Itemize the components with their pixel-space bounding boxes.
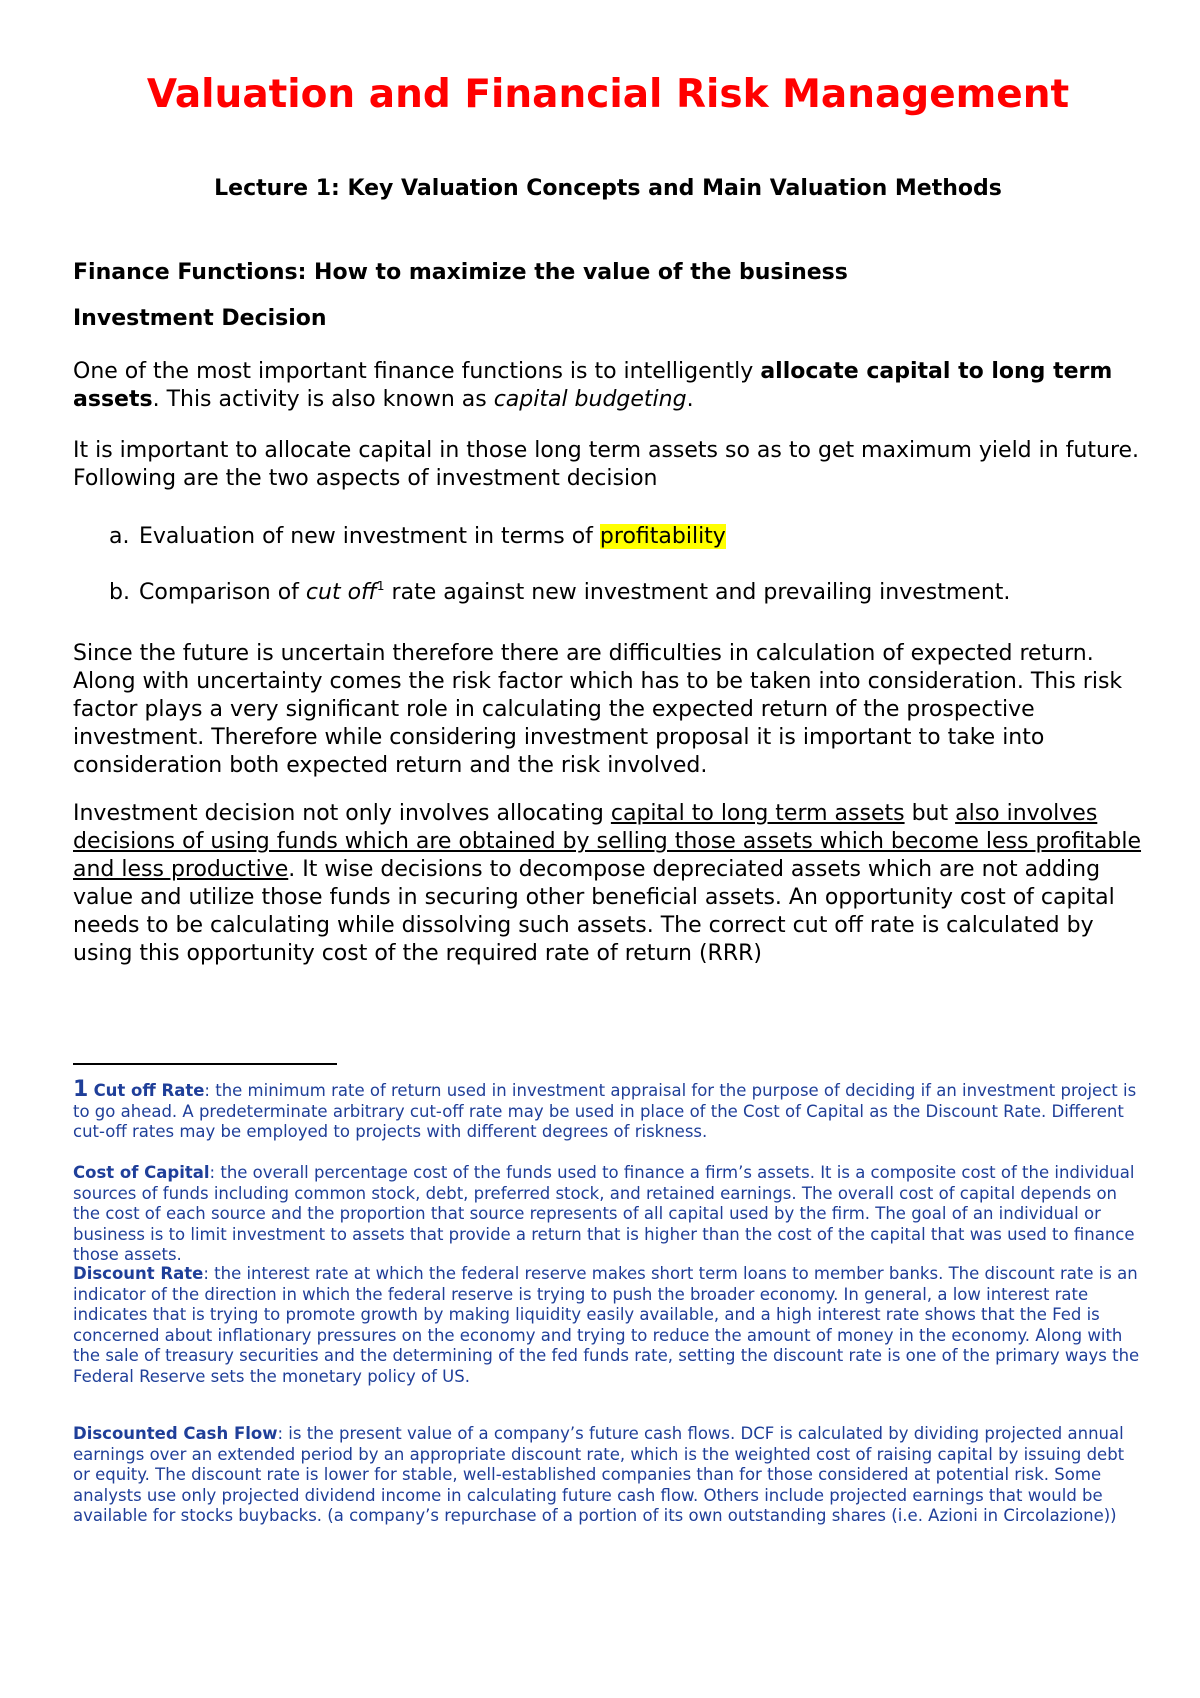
subsection-heading: Investment Decision bbox=[73, 306, 327, 331]
section-heading: Finance Functions: How to maximize the value of the business bbox=[73, 260, 848, 285]
footnote-term: Discount Rate bbox=[73, 1264, 204, 1283]
paragraph-uncertainty: Since the future is uncertain therefore there are difficulties in calculation of expected return. Along with uncertainty comes the risk factor which has to be taken into consideration. This risk factor plays a very significant role in calculating the expected return of the prospective investment. Therefore while considering investment proposal it is important to take into consideration both expected return and the risk involved. bbox=[73, 641, 1123, 778]
underlined-phrase: also involves decisions of using funds which are obtained by selling those assets which become less profitable and less productive bbox=[73, 801, 1142, 882]
italic-term: cut off bbox=[305, 580, 377, 605]
lecture-subtitle: Lecture 1: Key Valuation Concepts and Main Valuation Methods bbox=[214, 176, 1002, 201]
italic-term: capital budgeting bbox=[493, 387, 687, 412]
footnote-term: Cut off Rate bbox=[93, 1081, 205, 1100]
list-marker: b. bbox=[109, 580, 130, 605]
paragraph-investment-aspects: It is important to allocate capital in those long term assets so as to get maximum yield in future. Following are the two aspects of investment decision bbox=[73, 438, 1140, 491]
highlighted-word: profitability bbox=[599, 524, 726, 549]
footnote-cost-of-capital: Cost of Capital: the overall percentage cost of the funds used to finance a firm’s assets. It is a composite cost of the individual sources of funds including common stock, debt, preferred stock, and retained earnings. The overall cost of capital depends on the cost of each source and the proportion that source represents of all capital used by the firm. The goal of an individual or business is to limit investment to assets that provide a return that is higher than the cost of the capital that was used to finance those assets. bbox=[73, 1163, 1135, 1264]
footnote-discounted-cash-flow: Discounted Cash Flow: is the present value of a company’s future cash flows. DCF is calculated by dividing projected annual earnings over an extended period by an appropriate discount rate, which is the weighted cost of raising capital by issuing debt or equity. The discount rate is lower for stable, well-established companies than for those considered at potential risk. Some analysts use only projected dividend income in calculating future cash flow. Others include projected earnings that would be available for stocks buybacks. (a company’s repurchase of a portion of its own outstanding shares (i.e. Azioni in Circolazione)) bbox=[73, 1424, 1125, 1525]
paragraph-investment-decision: Investment decision not only involves allocating capital to long term assets but also involves decisions of using funds which are obtained by selling those assets which become less profitable and less productive. It wise decisions to decompose depreciated assets which are not adding value and utilize those funds in securing other beneficial assets. An opportunity cost of capital needs to be calculating while dissolving such assets. The correct cut off rate is calculated by using this opportunity cost of the required rate of return (RRR) bbox=[73, 801, 1142, 966]
paragraph-capital-allocation: One of the most important finance functions is to intelligently allocate capital to long term assets. This activity is also known as capital budgeting. bbox=[73, 359, 1113, 412]
footnote-number: 1 bbox=[73, 1077, 89, 1102]
footnote-cut-off-rate: 1 Cut off Rate: the minimum rate of return used in investment appraisal for the purpose of deciding if an investment project is to go ahead. A predeterminate arbitrary cut-off rate may be used in place of the Cost of Capital as the Discount Rate. Different cut-off rates may be employed to projects with different degrees of riskness. bbox=[73, 1077, 1137, 1141]
footnote-discount-rate: Discount Rate: the interest rate at which the federal reserve makes short term loans to member banks. The discount rate is an indicator of the direction in which the federal reserve is trying to push the broader economy. In general, a low interest rate indicates that is trying to promote growth by making liquidity easily available, and a high interest rate shows that the Fed is concerned about inflationary pressures on the economy and trying to reduce the amount of money in the economy. Along with the sale of treasury securities and the determining of the fed funds rate, setting the discount rate is one of the primary ways the Federal Reserve sets the monetary policy of US. bbox=[73, 1264, 1140, 1386]
footnote-separator bbox=[73, 1063, 337, 1065]
footnote-term: Cost of Capital bbox=[73, 1163, 210, 1182]
document-title: Valuation and Financial Risk Management bbox=[146, 72, 1070, 117]
list-item-a: a. Evaluation of new investment in terms of profitability bbox=[109, 524, 726, 549]
bold-phrase: allocate capital to long term assets bbox=[73, 359, 1113, 412]
underlined-phrase: capital to long term assets bbox=[610, 801, 905, 826]
footnote-term: Discounted Cash Flow bbox=[73, 1424, 278, 1443]
list-marker: a. bbox=[109, 524, 130, 549]
list-item-b: b. Comparison of cut off$^1$ rate against new investment and prevailing investment. bbox=[109, 579, 1011, 605]
footnote-reference[interactable]: 1 bbox=[376, 579, 385, 593]
